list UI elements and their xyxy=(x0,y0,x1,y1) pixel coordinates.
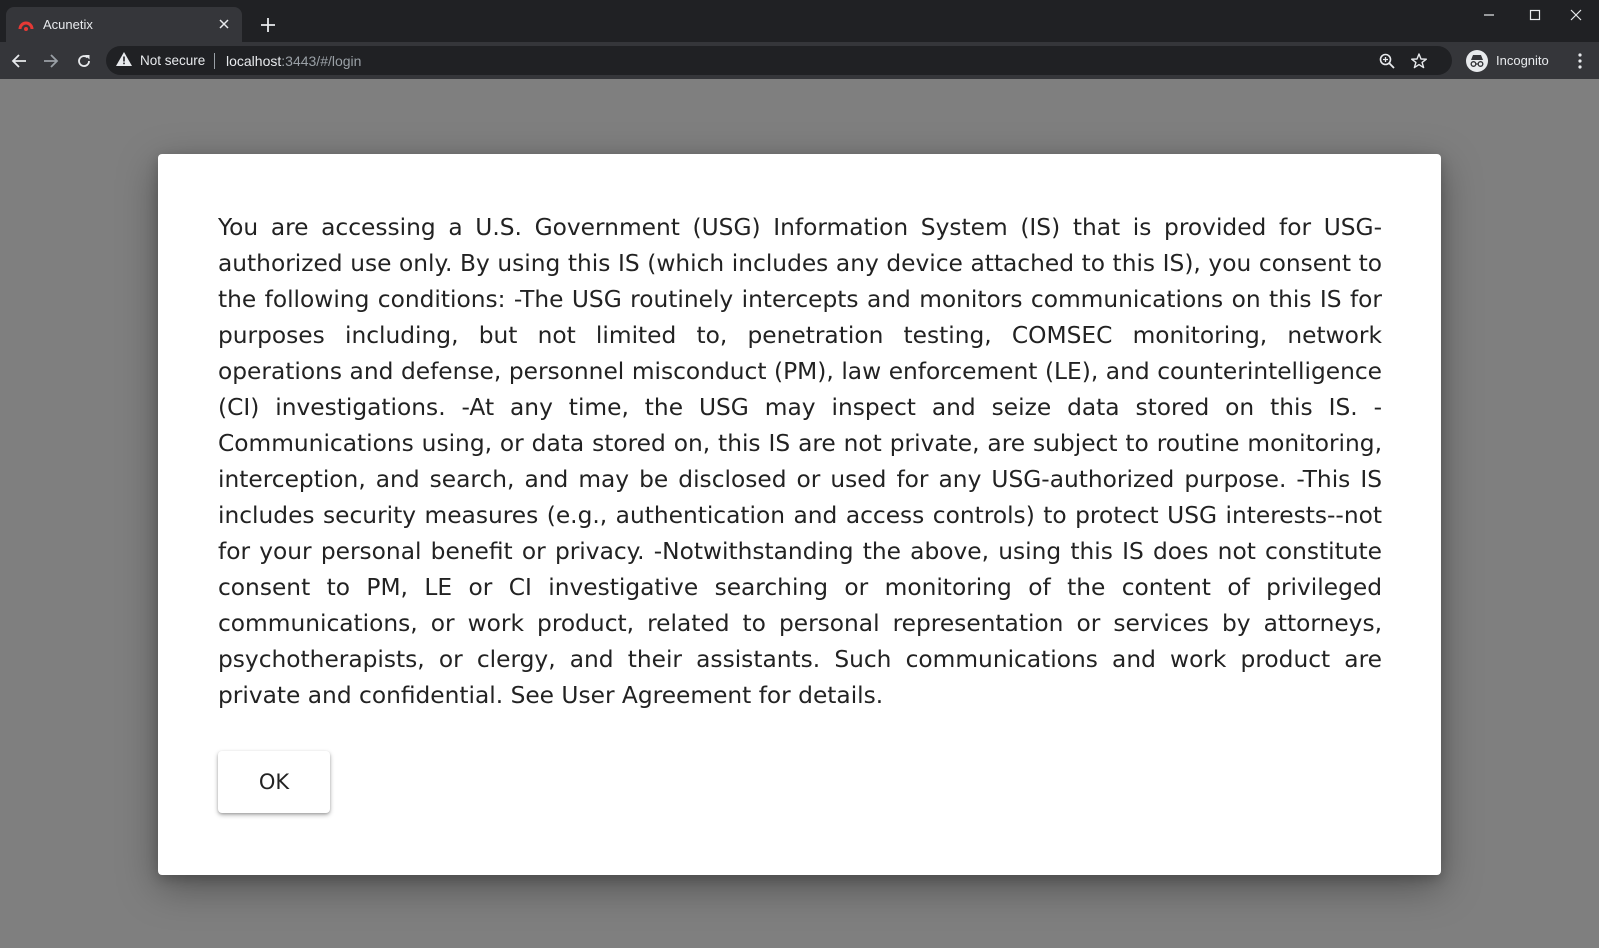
url-path: :3443/#/login xyxy=(281,52,362,69)
tab-title: Acunetix xyxy=(43,17,93,32)
browser-toolbar xyxy=(0,42,1599,79)
back-arrow-icon[interactable] xyxy=(8,50,30,72)
tab-close-icon[interactable] xyxy=(216,16,232,32)
minimize-icon[interactable] xyxy=(1466,4,1512,26)
browser-titlebar xyxy=(0,0,1599,42)
incognito-profile-button[interactable] xyxy=(1466,47,1549,74)
address-bar[interactable] xyxy=(106,46,1452,75)
browser-menu-icon[interactable] xyxy=(1570,50,1590,72)
close-icon[interactable] xyxy=(1553,4,1599,26)
acunetix-logo-icon xyxy=(18,17,34,33)
browser-tab-acunetix[interactable] xyxy=(6,7,242,42)
reload-icon[interactable] xyxy=(73,50,95,72)
incognito-label: Incognito xyxy=(1496,53,1549,68)
usg-notice-text: You are accessing a U.S. Government (USG) Information System (IS) that is provided for USG-authorized use only. By using this IS (which includes any device attached to this IS), you consent to the following conditions: -The USG routinely intercepts and monitors communications on this IS for purposes including, but not limited to, penetration testing, COMSEC monitoring, network operations and defense, personnel misconduct (PM), law enforcement (LE), and counterintelligence (CI) investigations. -At any time, the USG may inspect and seize data stored on this IS. -Communications using, or data stored on, this IS are not private, are subject to routine monitoring, interception, and search, and may be disclosed or used for any USG-authorized purpose. -This IS includes security measures (e.g., authentication and access controls) to protect USG interests--not for your personal benefit or privacy. -Notwithstanding the above, using this IS does not constitute consent to PM, LE or CI investigative searching or monitoring of the content of privileged communications, or work product, related to personal representation or services by attorneys, psychotherapists, or clergy, and their assistants. Such communications and work product are private and confidential. See User Agreement for details. xyxy=(218,214,1382,709)
warning-triangle-icon xyxy=(116,51,132,70)
usg-consent-dialog xyxy=(158,154,1441,875)
incognito-icon xyxy=(1466,50,1488,72)
bookmark-star-icon[interactable] xyxy=(1409,51,1429,71)
url-host: localhost xyxy=(226,52,282,69)
ok-button[interactable]: OK xyxy=(218,751,330,813)
not-secure-label: Not secure xyxy=(140,53,206,68)
forward-arrow-icon[interactable] xyxy=(40,50,62,72)
modal-backdrop xyxy=(0,79,1599,948)
security-indicator[interactable] xyxy=(116,46,205,75)
omnibox-separator xyxy=(214,53,215,69)
new-tab-icon[interactable] xyxy=(258,15,278,35)
zoom-icon[interactable] xyxy=(1377,51,1397,71)
maximize-icon[interactable] xyxy=(1512,4,1558,26)
url-text[interactable] xyxy=(226,46,361,75)
